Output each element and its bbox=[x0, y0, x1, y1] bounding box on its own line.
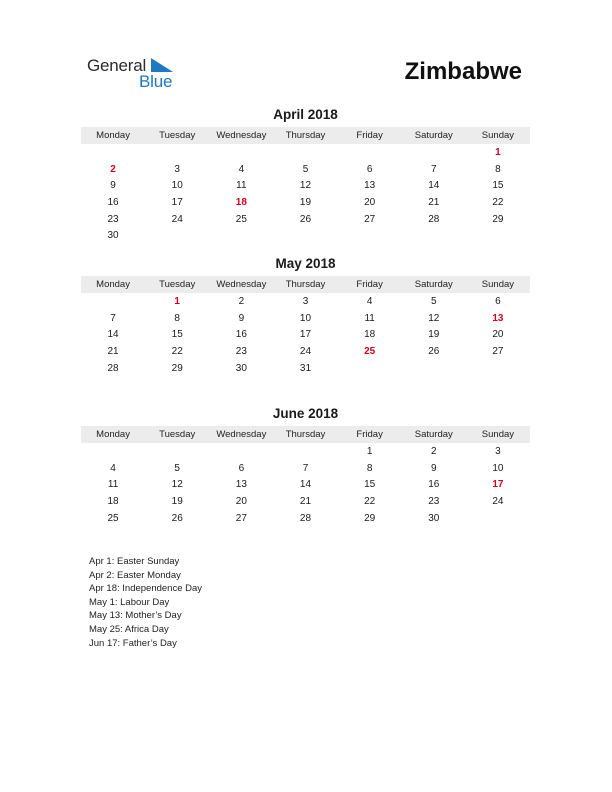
day-cell: 23 bbox=[107, 213, 119, 225]
weekday-label: Monday bbox=[96, 279, 130, 290]
day-cell: 22 bbox=[492, 196, 504, 208]
week-row bbox=[81, 460, 530, 477]
weekday-label: Saturday bbox=[414, 130, 453, 141]
day-cell: 22 bbox=[364, 495, 376, 507]
weekday-label: Thursday bbox=[285, 279, 326, 290]
day-cell: 2 bbox=[430, 445, 437, 457]
day-cell: 12 bbox=[299, 180, 312, 192]
month-calendar-april bbox=[81, 106, 530, 244]
day-cell: 30 bbox=[428, 512, 440, 524]
day-cell: 12 bbox=[428, 312, 440, 324]
month-title: June 2018 bbox=[272, 406, 339, 421]
weekday-label: Sunday bbox=[481, 429, 515, 440]
week-row bbox=[81, 476, 530, 493]
holiday-item: May 13: Mother’s Day bbox=[89, 610, 182, 622]
weekday-label: Friday bbox=[356, 429, 383, 440]
day-cell: 26 bbox=[299, 213, 312, 225]
week-row bbox=[81, 293, 530, 310]
day-cell: 15 bbox=[364, 479, 376, 491]
weekday-label: Wednesday bbox=[216, 429, 267, 440]
day-cell: 6 bbox=[366, 163, 373, 175]
generalblue-logo bbox=[87, 56, 197, 92]
day-cell: 4 bbox=[110, 462, 116, 474]
weekday-label: Sunday bbox=[481, 130, 515, 141]
holiday-item: May 1: Labour Day bbox=[89, 596, 170, 608]
weekday-label: Friday bbox=[356, 279, 383, 290]
day-cell: 16 bbox=[235, 329, 247, 341]
day-cell: 9 bbox=[110, 180, 116, 192]
day-cell: 12 bbox=[171, 479, 183, 491]
month-calendar-june bbox=[81, 405, 530, 526]
week-row bbox=[81, 227, 530, 244]
day-cell: 23 bbox=[235, 345, 247, 357]
day-cell: 5 bbox=[430, 295, 437, 307]
weekday-label: Tuesday bbox=[159, 279, 196, 290]
day-cell: 20 bbox=[364, 196, 376, 208]
country-title: Zimbabwe bbox=[404, 58, 522, 85]
day-cell: 3 bbox=[495, 445, 501, 457]
day-cell: 4 bbox=[366, 295, 373, 307]
holiday-day-cell: 25 bbox=[364, 345, 376, 357]
day-cell: 13 bbox=[235, 479, 247, 491]
holiday-item: Jun 17: Father’s Day bbox=[89, 637, 177, 649]
day-cell: 10 bbox=[171, 180, 183, 192]
day-cell: 15 bbox=[171, 329, 183, 341]
day-cell: 17 bbox=[171, 196, 183, 208]
day-cell: 27 bbox=[235, 512, 247, 524]
week-row bbox=[81, 443, 530, 460]
day-cell: 7 bbox=[430, 163, 437, 175]
day-cell: 25 bbox=[107, 512, 119, 524]
day-cell: 8 bbox=[174, 312, 180, 324]
weekday-label: Tuesday bbox=[159, 130, 196, 141]
day-cell: 3 bbox=[174, 163, 180, 175]
day-cell: 15 bbox=[492, 180, 504, 192]
week-row bbox=[81, 510, 530, 527]
day-cell: 14 bbox=[107, 329, 119, 341]
logo-flag-icon bbox=[151, 58, 175, 74]
day-cell: 9 bbox=[238, 312, 245, 324]
day-cell: 29 bbox=[492, 213, 504, 225]
weekday-label: Sunday bbox=[481, 279, 515, 290]
day-cell: 19 bbox=[171, 495, 183, 507]
holiday-day-cell: 13 bbox=[492, 312, 504, 324]
holiday-day-cell: 18 bbox=[235, 196, 247, 208]
holiday-day-cell: 2 bbox=[110, 163, 116, 175]
holiday-day-cell: 17 bbox=[492, 479, 504, 491]
day-cell: 6 bbox=[495, 295, 501, 307]
weekday-label: Thursday bbox=[285, 130, 326, 141]
day-cell: 21 bbox=[107, 345, 119, 357]
day-cell: 31 bbox=[299, 362, 312, 374]
day-cell: 26 bbox=[171, 512, 183, 524]
day-cell: 16 bbox=[107, 196, 119, 208]
weekday-label: Tuesday bbox=[159, 429, 196, 440]
day-cell: 9 bbox=[430, 462, 437, 474]
logo-text-blue: Blue bbox=[139, 72, 173, 91]
day-cell: 2 bbox=[238, 295, 245, 307]
day-cell: 11 bbox=[364, 312, 375, 324]
weekday-label: Friday bbox=[356, 130, 383, 141]
day-cell: 25 bbox=[235, 213, 247, 225]
weekday-label: Wednesday bbox=[216, 130, 267, 141]
day-cell: 18 bbox=[107, 495, 119, 507]
day-cell: 27 bbox=[492, 345, 504, 357]
day-cell: 24 bbox=[171, 213, 183, 225]
day-cell: 11 bbox=[107, 479, 119, 491]
day-cell: 30 bbox=[107, 230, 119, 242]
holiday-list bbox=[89, 555, 202, 650]
weekday-header-row bbox=[81, 276, 530, 293]
weekday-label: Wednesday bbox=[216, 279, 267, 290]
day-cell: 21 bbox=[299, 495, 312, 507]
weekday-label: Saturday bbox=[414, 279, 453, 290]
weekday-label: Monday bbox=[96, 429, 130, 440]
day-cell: 4 bbox=[238, 163, 245, 175]
week-row bbox=[81, 144, 530, 161]
day-cell: 28 bbox=[428, 213, 440, 225]
day-cell: 6 bbox=[238, 462, 245, 474]
day-cell: 19 bbox=[299, 196, 312, 208]
holiday-item: Apr 1: Easter Sunday bbox=[89, 556, 180, 567]
day-cell: 20 bbox=[492, 329, 504, 341]
month-calendar-may bbox=[81, 255, 530, 376]
week-row bbox=[81, 211, 530, 228]
holiday-item: Apr 18: Independence Day bbox=[89, 583, 203, 595]
day-cell: 8 bbox=[366, 462, 373, 474]
month-title: April 2018 bbox=[273, 107, 338, 122]
day-cell: 24 bbox=[299, 345, 312, 357]
day-cell: 13 bbox=[364, 180, 376, 192]
day-cell: 1 bbox=[366, 445, 373, 457]
day-cell: 17 bbox=[299, 329, 312, 341]
day-cell: 24 bbox=[492, 495, 504, 507]
day-cell: 27 bbox=[364, 213, 376, 225]
week-row bbox=[81, 194, 530, 211]
weekday-header-row bbox=[81, 127, 530, 144]
day-cell: 10 bbox=[299, 312, 312, 324]
day-cell: 14 bbox=[299, 479, 312, 491]
holiday-day-cell: 1 bbox=[174, 295, 180, 307]
day-cell: 23 bbox=[428, 495, 440, 507]
week-row bbox=[81, 493, 530, 510]
holiday-item: Apr 2: Easter Monday bbox=[89, 569, 181, 581]
day-cell: 18 bbox=[364, 329, 376, 341]
day-cell: 16 bbox=[428, 479, 440, 491]
day-cell: 7 bbox=[110, 312, 116, 324]
day-cell: 21 bbox=[428, 196, 440, 208]
day-cell: 29 bbox=[171, 362, 183, 374]
day-cell: 28 bbox=[299, 512, 312, 524]
day-cell: 29 bbox=[364, 512, 376, 524]
day-cell: 5 bbox=[174, 462, 180, 474]
weekday-label: Saturday bbox=[414, 429, 453, 440]
day-cell: 22 bbox=[171, 345, 183, 357]
weekday-label: Thursday bbox=[285, 429, 326, 440]
holiday-day-cell: 1 bbox=[495, 146, 501, 158]
holiday-item: May 25: Africa Day bbox=[89, 623, 169, 635]
day-cell: 26 bbox=[428, 345, 440, 357]
week-row bbox=[81, 177, 530, 194]
day-cell: 14 bbox=[428, 180, 440, 192]
day-cell: 5 bbox=[302, 163, 309, 175]
week-row bbox=[81, 161, 530, 178]
logo-text-general: General bbox=[87, 56, 147, 75]
day-cell: 3 bbox=[302, 295, 309, 307]
day-cell: 10 bbox=[492, 462, 504, 474]
week-row bbox=[81, 343, 530, 360]
day-cell: 7 bbox=[302, 462, 309, 474]
day-cell: 11 bbox=[236, 180, 247, 192]
day-cell: 28 bbox=[107, 362, 119, 374]
day-cell: 19 bbox=[428, 329, 440, 341]
weekday-header-row bbox=[81, 426, 530, 443]
week-row bbox=[81, 360, 530, 377]
weekday-label: Monday bbox=[96, 130, 130, 141]
day-cell: 20 bbox=[235, 495, 247, 507]
week-row bbox=[81, 326, 530, 343]
week-row bbox=[81, 310, 530, 327]
day-cell: 8 bbox=[495, 163, 501, 175]
day-cell: 30 bbox=[235, 362, 247, 374]
month-title: May 2018 bbox=[275, 256, 336, 271]
